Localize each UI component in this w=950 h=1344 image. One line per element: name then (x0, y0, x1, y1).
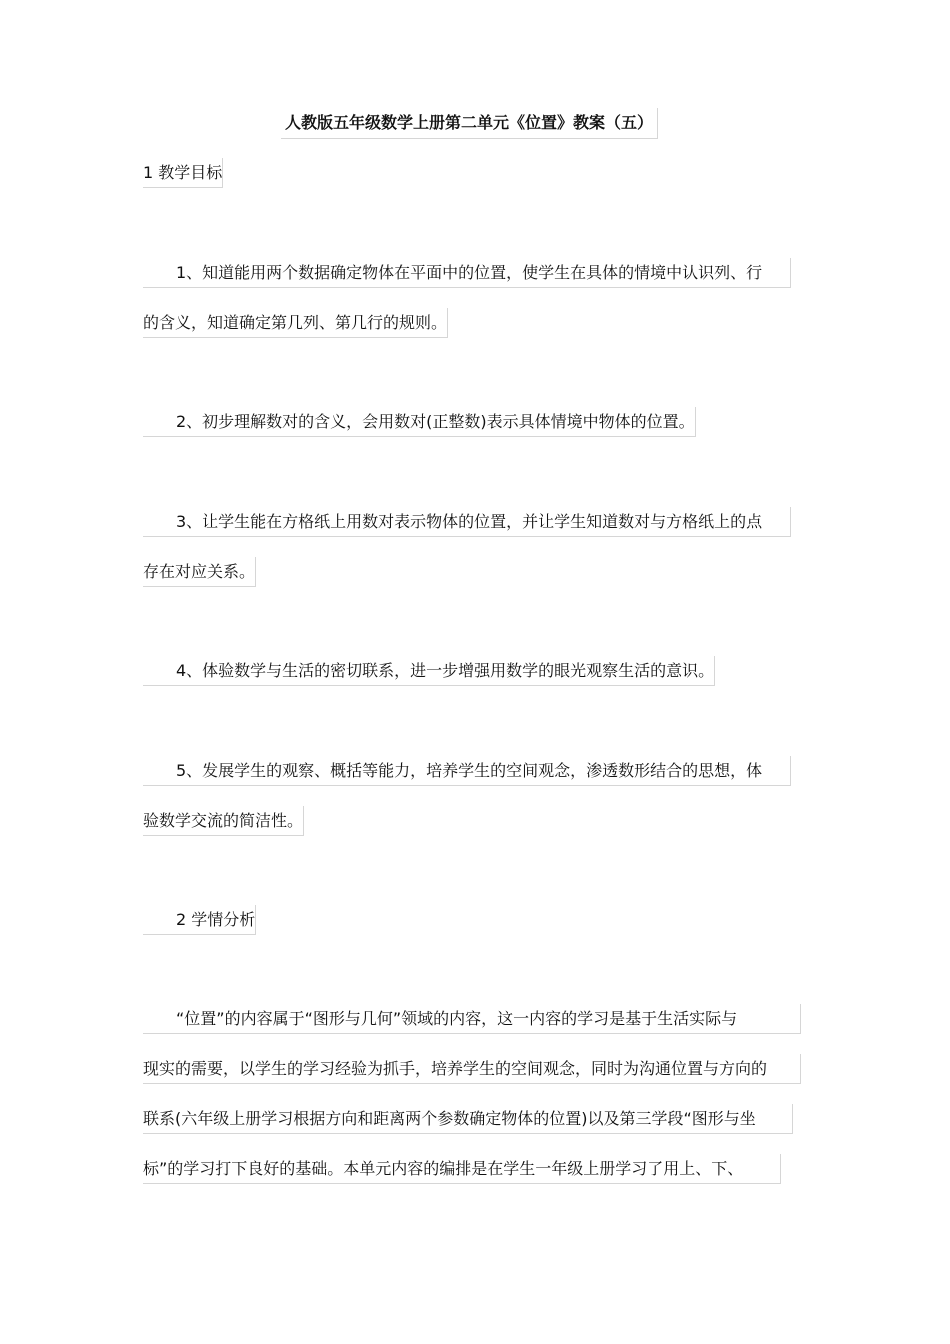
goal-1-line-1: 1、知道能用两个数据确定物体在平面中的位置，使学生在具体的情境中认识列、行 (143, 258, 791, 288)
goal-3-line-2: 存在对应关系。 (143, 557, 256, 587)
goal-5-line-1: 5、发展学生的观察、概括等能力，培养学生的空间观念，渗透数形结合的思想，体 (143, 756, 791, 786)
document-title: 人教版五年级数学上册第二单元《位置》教案（五） (281, 108, 658, 139)
analysis-line-2: 现实的需要，以学生的学习经验为抓手，培养学生的空间观念，同时为沟通位置与方向的 (143, 1054, 801, 1084)
goal-2-line: 2、初步理解数对的含义，会用数对(正整数)表示具体情境中物体的位置。 (143, 407, 696, 437)
goal-5-line-2: 验数学交流的简洁性。 (143, 806, 304, 836)
analysis-line-1: “位置”的内容属于“图形与几何”领域的内容，这一内容的学习是基于生活实际与 (143, 1004, 801, 1034)
goal-3-line-1: 3、让学生能在方格纸上用数对表示物体的位置，并让学生知道数对与方格纸上的点 (143, 507, 791, 537)
goal-1-line-2: 的含义，知道确定第几列、第几行的规则。 (143, 308, 448, 338)
goal-4-line: 4、体验数学与生活的密切联系，进一步增强用数学的眼光观察生活的意识。 (143, 656, 715, 686)
analysis-line-4: 标”的学习打下良好的基础。本单元内容的编排是在学生一年级上册学习了用上、下、 (143, 1154, 781, 1184)
analysis-line-3: 联系(六年级上册学习根据方向和距离两个参数确定物体的位置)以及第三学段“图形与坐 (143, 1104, 793, 1134)
section-heading-learning-analysis: 2 学情分析 (143, 905, 256, 935)
section-heading-teaching-goals: 1 教学目标 (143, 158, 223, 188)
